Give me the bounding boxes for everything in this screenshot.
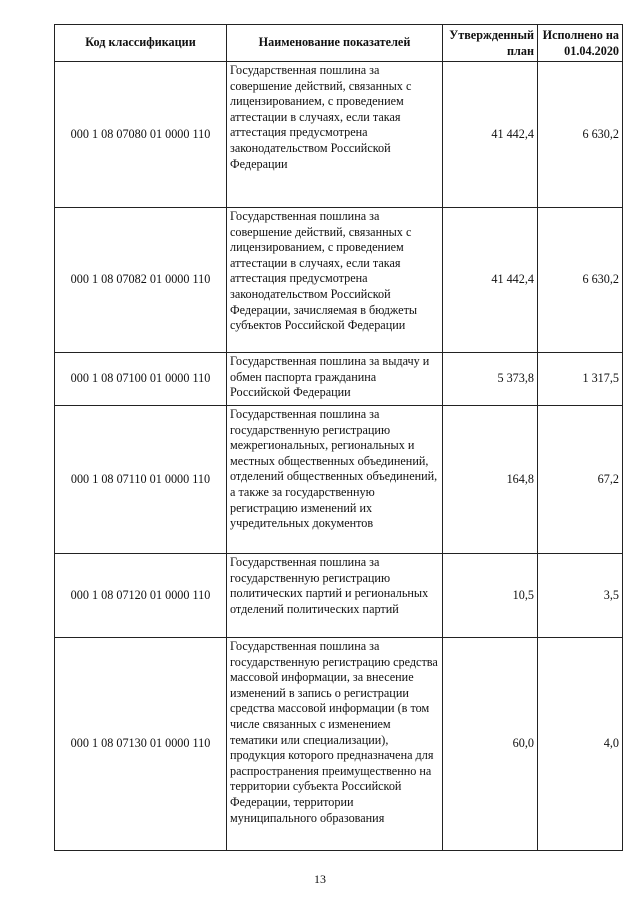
table-row <box>55 353 623 406</box>
cell-done: 67,2 <box>538 406 623 554</box>
cell-plan: 5 373,8 <box>443 353 538 406</box>
cell-done: 4,0 <box>538 638 623 851</box>
table-row <box>55 638 623 851</box>
cell-done: 1 317,5 <box>538 353 623 406</box>
cell-code: 000 1 08 07120 01 0000 110 <box>55 554 227 638</box>
cell-code: 000 1 08 07080 01 0000 110 <box>55 62 227 208</box>
header-code: Код классификации <box>55 25 227 62</box>
table-row <box>55 406 623 554</box>
cell-plan: 41 442,4 <box>443 62 538 208</box>
cell-name: Государственная пошлина за государственную регистрацию средства массовой информации, за внесение изменений в запись о регистрации средства массовой информации (в том числе связанных с изменением тематики или специализации), продукция которого предназначена для распространения преимущественно на территории субъекта Российской Федерации, территории муниципального образования <box>227 638 443 851</box>
cell-done: 6 630,2 <box>538 208 623 353</box>
cell-code: 000 1 08 07082 01 0000 110 <box>55 208 227 353</box>
cell-code: 000 1 08 07110 01 0000 110 <box>55 406 227 554</box>
cell-code: 000 1 08 07130 01 0000 110 <box>55 638 227 851</box>
table-row <box>55 208 623 353</box>
cell-done: 3,5 <box>538 554 623 638</box>
cell-plan: 10,5 <box>443 554 538 638</box>
header-done: Исполнено на 01.04.2020 <box>538 25 623 62</box>
header-name: Наименование показателей <box>227 25 443 62</box>
page-number: 13 <box>314 872 326 886</box>
cell-name: Государственная пошлина за совершение действий, связанных с лицензированием, с проведением аттестации в случаях, если такая аттестация предусмотрена законодательством Российской Федерации <box>227 62 443 208</box>
header-plan: Утвержденный план <box>443 25 538 62</box>
table-header-row <box>55 25 623 62</box>
table-row <box>55 554 623 638</box>
cell-code: 000 1 08 07100 01 0000 110 <box>55 353 227 406</box>
cell-done: 6 630,2 <box>538 62 623 208</box>
cell-name: Государственная пошлина за совершение действий, связанных с лицензированием, с проведением аттестации в случаях, если такая аттестация предусмотрена законодательством Российской Федерации, зачисляемая в бюджеты субъектов Российской Федерации <box>227 208 443 353</box>
table-row <box>55 62 623 208</box>
cell-name: Государственная пошлина за государственную регистрацию политических партий и региональных отделений политических партий <box>227 554 443 638</box>
cell-plan: 164,8 <box>443 406 538 554</box>
cell-plan: 41 442,4 <box>443 208 538 353</box>
cell-plan: 60,0 <box>443 638 538 851</box>
revenue-table <box>54 24 623 851</box>
cell-name: Государственная пошлина за выдачу и обмен паспорта гражданина Российской Федерации <box>227 353 443 406</box>
cell-name: Государственная пошлина за государственную регистрацию межрегиональных, региональных и местных общественных объединений, отделений общественных объединений, а также за государственную регистрацию изменений их учредительных документов <box>227 406 443 554</box>
